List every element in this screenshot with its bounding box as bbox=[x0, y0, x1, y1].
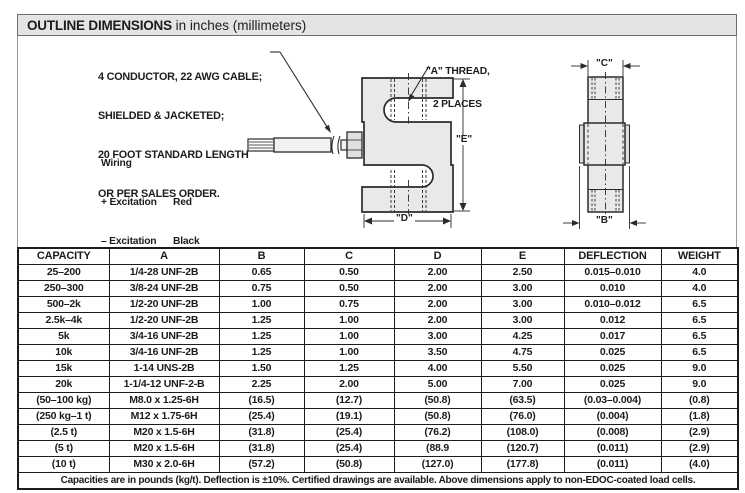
table-cell: 0.025 bbox=[564, 361, 661, 377]
table-footnote: Capacities are in pounds (kg/t). Deflection is ±10%. Certified drawings are available. Above dimensions apply to non-EDOC-coated load cells. bbox=[18, 473, 738, 490]
table-cell: (5 t) bbox=[18, 441, 109, 457]
table-cell: (10 t) bbox=[18, 457, 109, 473]
table-row bbox=[18, 281, 738, 297]
cable-note-line: 20 FOOT STANDARD LENGTH bbox=[98, 149, 249, 161]
table-cell: 5.50 bbox=[481, 361, 564, 377]
table-cell: (88.9 bbox=[394, 441, 481, 457]
table-header-row bbox=[18, 248, 738, 265]
table-cell: 1.00 bbox=[304, 313, 394, 329]
table-cell: 4.00 bbox=[394, 361, 481, 377]
table-cell: M8.0 x 1.25-6H bbox=[109, 393, 219, 409]
side-profile-view bbox=[580, 72, 630, 217]
wiring-heading: Wiring bbox=[101, 158, 132, 169]
table-cell: 1/2-20 UNF-2B bbox=[109, 297, 219, 313]
drawing-panel bbox=[17, 36, 737, 247]
table-cell: 0.025 bbox=[564, 377, 661, 393]
table-cell: (1.8) bbox=[661, 409, 738, 425]
table-cell: 1.25 bbox=[304, 361, 394, 377]
table-row bbox=[18, 425, 738, 441]
table-cell: (50–100 kg) bbox=[18, 393, 109, 409]
cable-stub bbox=[341, 140, 347, 150]
table-cell: (31.8) bbox=[219, 441, 304, 457]
col-header-capacity: CAPACITY bbox=[18, 248, 109, 265]
table-cell: M20 x 1.5-6H bbox=[109, 441, 219, 457]
table-cell: 2.25 bbox=[219, 377, 304, 393]
cable-note-line: SHIELDED & JACKETED; bbox=[98, 110, 225, 122]
table-cell: 1.25 bbox=[219, 345, 304, 361]
cable-jacket bbox=[274, 138, 331, 152]
table-cell: 7.00 bbox=[481, 377, 564, 393]
dimensions-table bbox=[17, 247, 739, 490]
table-cell: 15k bbox=[18, 361, 109, 377]
table-cell: 6.5 bbox=[661, 329, 738, 345]
wiring-row bbox=[101, 235, 202, 247]
cable-note-line: OR PER SALES ORDER. bbox=[98, 188, 220, 200]
table-cell: (108.0) bbox=[481, 425, 564, 441]
table-cell: (50.8) bbox=[394, 393, 481, 409]
table-cell: 0.65 bbox=[219, 265, 304, 281]
table-row bbox=[18, 329, 738, 345]
table-cell: (0.8) bbox=[661, 393, 738, 409]
dim-label-d: "D" bbox=[396, 213, 413, 224]
table-cell: 3/8-24 UNF-2B bbox=[109, 281, 219, 297]
figure-title-bar bbox=[17, 14, 737, 36]
table-cell: (50.8) bbox=[394, 409, 481, 425]
table-cell: (19.1) bbox=[304, 409, 394, 425]
table-cell: 4.75 bbox=[481, 345, 564, 361]
table-cell: 0.75 bbox=[304, 297, 394, 313]
wiring-row bbox=[101, 196, 202, 209]
table-cell: (0.008) bbox=[564, 425, 661, 441]
side-center-block bbox=[584, 123, 625, 165]
table-row bbox=[18, 265, 738, 281]
table-cell: 0.017 bbox=[564, 329, 661, 345]
table-cell: 2.5k–4k bbox=[18, 313, 109, 329]
thread-note-line: 2 PLACES bbox=[433, 99, 482, 110]
table-cell: 4.0 bbox=[661, 281, 738, 297]
wiring-terminal: + Excitation bbox=[101, 197, 157, 208]
table-cell: (2.5 t) bbox=[18, 425, 109, 441]
table-cell: (76.2) bbox=[394, 425, 481, 441]
wiring-color: Red bbox=[173, 197, 192, 208]
figure-title: OUTLINE DIMENSIONS bbox=[27, 17, 172, 33]
table-cell: (25.4) bbox=[304, 441, 394, 457]
table-cell: 1.00 bbox=[304, 329, 394, 345]
table-cell: 2.00 bbox=[394, 297, 481, 313]
table-cell: 5.00 bbox=[394, 377, 481, 393]
spec-table-body bbox=[18, 265, 738, 473]
table-row bbox=[18, 297, 738, 313]
table-cell: 0.50 bbox=[304, 265, 394, 281]
table-cell: 3.00 bbox=[394, 329, 481, 345]
cable-note-leader bbox=[270, 52, 331, 133]
table-row bbox=[18, 393, 738, 409]
table-cell: 1/2-20 UNF-2B bbox=[109, 313, 219, 329]
cable-gland-nut bbox=[347, 132, 362, 158]
table-cell: (0.011) bbox=[564, 441, 661, 457]
wiring-terminal: – Excitation bbox=[101, 236, 157, 247]
table-row bbox=[18, 361, 738, 377]
table-cell: (25.4) bbox=[304, 425, 394, 441]
cable-note-line: 4 CONDUCTOR, 22 AWG CABLE; bbox=[98, 71, 262, 83]
table-cell: 9.0 bbox=[661, 377, 738, 393]
wiring-color: Black bbox=[173, 236, 200, 247]
table-cell: 1/4-28 UNF-2B bbox=[109, 265, 219, 281]
col-header-deflection: DEFLECTION bbox=[564, 248, 661, 265]
table-cell: M30 x 2.0-6H bbox=[109, 457, 219, 473]
table-row bbox=[18, 345, 738, 361]
table-cell: (16.5) bbox=[219, 393, 304, 409]
table-cell: 2.00 bbox=[394, 313, 481, 329]
table-cell: (0.03–0.004) bbox=[564, 393, 661, 409]
table-cell: (0.011) bbox=[564, 457, 661, 473]
table-cell: 25–200 bbox=[18, 265, 109, 281]
dim-label-e: "E" bbox=[456, 134, 473, 145]
cable-break-mark bbox=[338, 136, 340, 154]
table-cell: (4.0) bbox=[661, 457, 738, 473]
cable-assembly bbox=[248, 132, 362, 158]
table-cell: 0.015–0.010 bbox=[564, 265, 661, 281]
table-cell: (2.9) bbox=[661, 441, 738, 457]
table-row bbox=[18, 441, 738, 457]
table-cell: 10k bbox=[18, 345, 109, 361]
table-cell: 2.00 bbox=[304, 377, 394, 393]
wiring-legend bbox=[101, 131, 202, 247]
table-cell: (50.8) bbox=[304, 457, 394, 473]
table-row bbox=[18, 377, 738, 393]
table-cell: 250–300 bbox=[18, 281, 109, 297]
table-cell: 3/4-16 UNF-2B bbox=[109, 345, 219, 361]
thread-note bbox=[426, 44, 490, 132]
table-cell: (25.4) bbox=[219, 409, 304, 425]
table-cell: 0.010–0.012 bbox=[564, 297, 661, 313]
table-cell: 6.5 bbox=[661, 313, 738, 329]
dim-label-b: "B" bbox=[596, 215, 613, 226]
table-cell: (177.8) bbox=[481, 457, 564, 473]
table-footnote-row bbox=[18, 473, 738, 490]
table-cell: (250 kg–1 t) bbox=[18, 409, 109, 425]
table-cell: (76.0) bbox=[481, 409, 564, 425]
table-cell: (127.0) bbox=[394, 457, 481, 473]
table-cell: 1.25 bbox=[219, 313, 304, 329]
table-cell: 0.010 bbox=[564, 281, 661, 297]
table-cell: (31.8) bbox=[219, 425, 304, 441]
table-cell: 5k bbox=[18, 329, 109, 345]
table-cell: 1.00 bbox=[219, 297, 304, 313]
table-cell: 3/4-16 UNF-2B bbox=[109, 329, 219, 345]
table-cell: 4.0 bbox=[661, 265, 738, 281]
outline-dimensions-figure bbox=[17, 14, 737, 486]
table-cell: 0.75 bbox=[219, 281, 304, 297]
table-cell: 1.00 bbox=[304, 345, 394, 361]
table-cell: M12 x 1.75-6H bbox=[109, 409, 219, 425]
table-row bbox=[18, 409, 738, 425]
col-header-c: C bbox=[304, 248, 394, 265]
table-cell: 2.00 bbox=[394, 281, 481, 297]
table-row bbox=[18, 313, 738, 329]
table-cell: (2.9) bbox=[661, 425, 738, 441]
table-cell: 20k bbox=[18, 377, 109, 393]
table-cell: 4.25 bbox=[481, 329, 564, 345]
table-cell: (63.5) bbox=[481, 393, 564, 409]
table-cell: (12.7) bbox=[304, 393, 394, 409]
table-cell: 6.5 bbox=[661, 297, 738, 313]
cable-break-mark bbox=[332, 136, 334, 154]
table-cell: 1-14 UNS-2B bbox=[109, 361, 219, 377]
table-cell: 1.50 bbox=[219, 361, 304, 377]
col-header-b: B bbox=[219, 248, 304, 265]
table-cell: 1.25 bbox=[219, 329, 304, 345]
table-cell: 3.00 bbox=[481, 297, 564, 313]
dim-label-c: "C" bbox=[596, 58, 613, 69]
thread-note-line: "A" THREAD, bbox=[426, 66, 490, 77]
table-cell: 9.0 bbox=[661, 361, 738, 377]
table-cell: 500–2k bbox=[18, 297, 109, 313]
table-cell: 2.00 bbox=[394, 265, 481, 281]
col-header-a: A bbox=[109, 248, 219, 265]
table-cell: 0.025 bbox=[564, 345, 661, 361]
col-header-d: D bbox=[394, 248, 481, 265]
table-cell: (120.7) bbox=[481, 441, 564, 457]
table-cell: M20 x 1.5-6H bbox=[109, 425, 219, 441]
table-cell: 0.012 bbox=[564, 313, 661, 329]
table-cell: 2.50 bbox=[481, 265, 564, 281]
table-cell: 3.00 bbox=[481, 313, 564, 329]
table-cell: 1-1/4-12 UNF-2-B bbox=[109, 377, 219, 393]
table-cell: 0.50 bbox=[304, 281, 394, 297]
table-cell: 6.5 bbox=[661, 345, 738, 361]
table-row bbox=[18, 457, 738, 473]
figure-title-units: in inches (millimeters) bbox=[171, 17, 307, 33]
col-header-e: E bbox=[481, 248, 564, 265]
table-cell: (0.004) bbox=[564, 409, 661, 425]
col-header-weight: WEIGHT bbox=[661, 248, 738, 265]
table-cell: 3.00 bbox=[481, 281, 564, 297]
table-cell: 3.50 bbox=[394, 345, 481, 361]
table-cell: (57.2) bbox=[219, 457, 304, 473]
